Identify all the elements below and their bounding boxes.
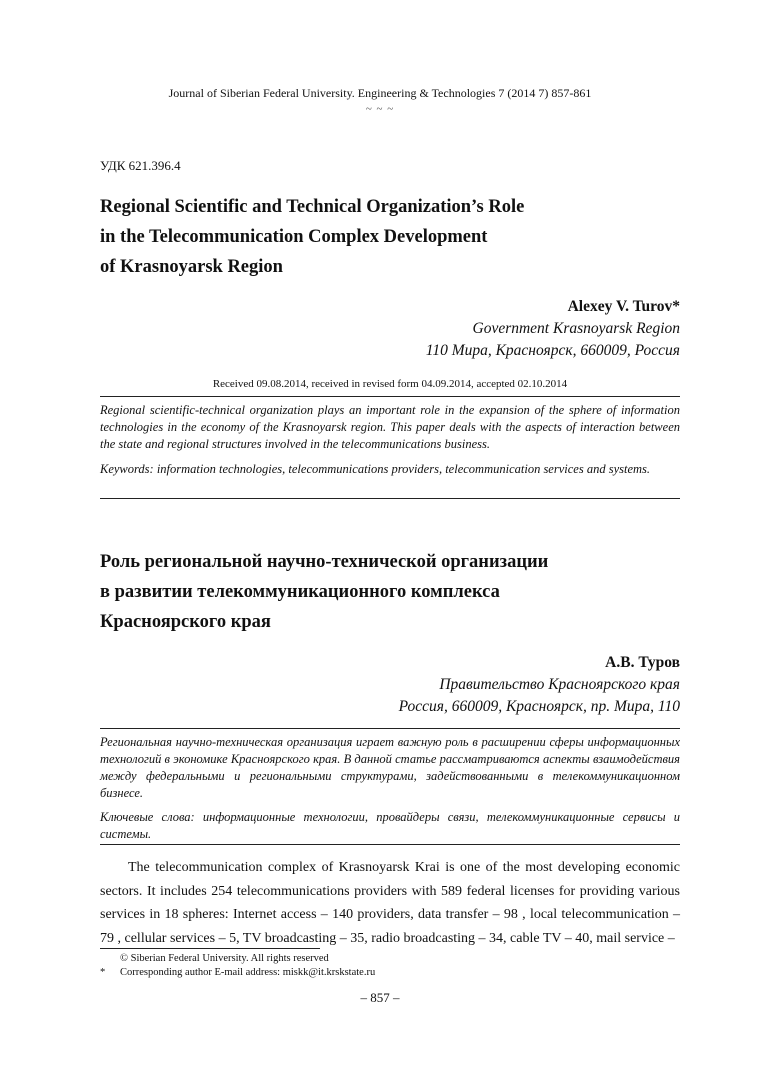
english-author-name: Alexey V. Turov* (567, 298, 680, 315)
footnote-star: * (100, 967, 106, 978)
english-abstract: Regional scientific-technical organization plays an important role in the expansion of the sphere of information technologies in the economy of the Krasnoyarsk region. This paper deals with the aspects of interaction between the state and regional structures involved in the telecommunications business. (100, 403, 680, 451)
russian-title-line: Красноярского края (100, 612, 271, 632)
english-affiliation-line: 110 Мира, Красноярск, 660009, Россия (425, 342, 680, 359)
footnote-corresponding-text: Corresponding author E-mail address: miskk@it.krskstate.ru (120, 967, 376, 978)
header-ornament: ~ ~ ~ (365, 103, 395, 115)
russian-author-block (399, 652, 680, 718)
russian-affiliation-line: Правительство Красноярского края (439, 676, 680, 693)
journal-header: Journal of Siberian Federal University. Engineering & Technologies 7 (2014 7) 857-861 (168, 86, 592, 100)
english-author-block (426, 296, 680, 362)
footnote-copyright (100, 952, 329, 966)
page-number: – 857 – (360, 990, 400, 1005)
russian-author-name: А.В. Туров (605, 654, 680, 671)
russian-title-line: Роль региональной научно-технической организации (100, 552, 549, 572)
english-title-line: in the Telecommunication Complex Development (100, 227, 488, 247)
footnote-copyright-text: © Siberian Federal University. All rights reserved (120, 953, 329, 964)
footnote-rule (100, 948, 320, 949)
russian-abstract-bottom-rule (100, 844, 680, 845)
russian-title-line: в развитии телекоммуникационного комплекса (100, 582, 500, 602)
udc-code: УДК 621.396.4 (100, 158, 181, 173)
footnote-corresponding (100, 966, 375, 980)
russian-affiliation-line: Россия, 660009, Красноярск, пр. Мира, 110 (398, 698, 680, 715)
english-keywords: Keywords: information technologies, telecommunications providers, telecommunication services and systems. (100, 462, 651, 476)
russian-abstract-top-rule (100, 728, 680, 729)
english-title-line: Regional Scientific and Technical Organization’s Role (100, 197, 525, 217)
english-title (100, 192, 620, 282)
russian-keywords: Ключевые слова: информационные технологии, провайдеры связи, телекоммуникационные сервисы и системы. (100, 810, 680, 841)
abstract-top-rule (100, 396, 680, 397)
received-dates: Received 09.08.2014, received in revised form 04.09.2014, accepted 02.10.2014 (212, 378, 568, 390)
russian-title (100, 547, 620, 637)
english-title-line: of Krasnoyarsk Region (100, 257, 283, 277)
russian-abstract: Региональная научно-техническая организация играет важную роль в расширении сферы информационных технологий в экономике Красноярского края. В данной статье рассматриваются аспекты взаимодействия между федеральными и региональными структурами, задействованными в телекоммуникационном бизнесе. (100, 735, 680, 800)
english-affiliation-line: Government Krasnoyarsk Region (472, 320, 680, 337)
body-paragraph: The telecommunication complex of Krasnoyarsk Krai is one of the most developing economic sectors. It includes 254 telecommunications providers with 589 federal licenses for providing various services in 18 spheres: Internet access – 140 providers, data transfer – 98 , local telecommunication – 79 , cellular services – 5, TV broadcasting – 35, radio broadcasting – 34, cable TV – 40, mail service – (100, 860, 680, 946)
abstract-bottom-rule (100, 498, 680, 499)
